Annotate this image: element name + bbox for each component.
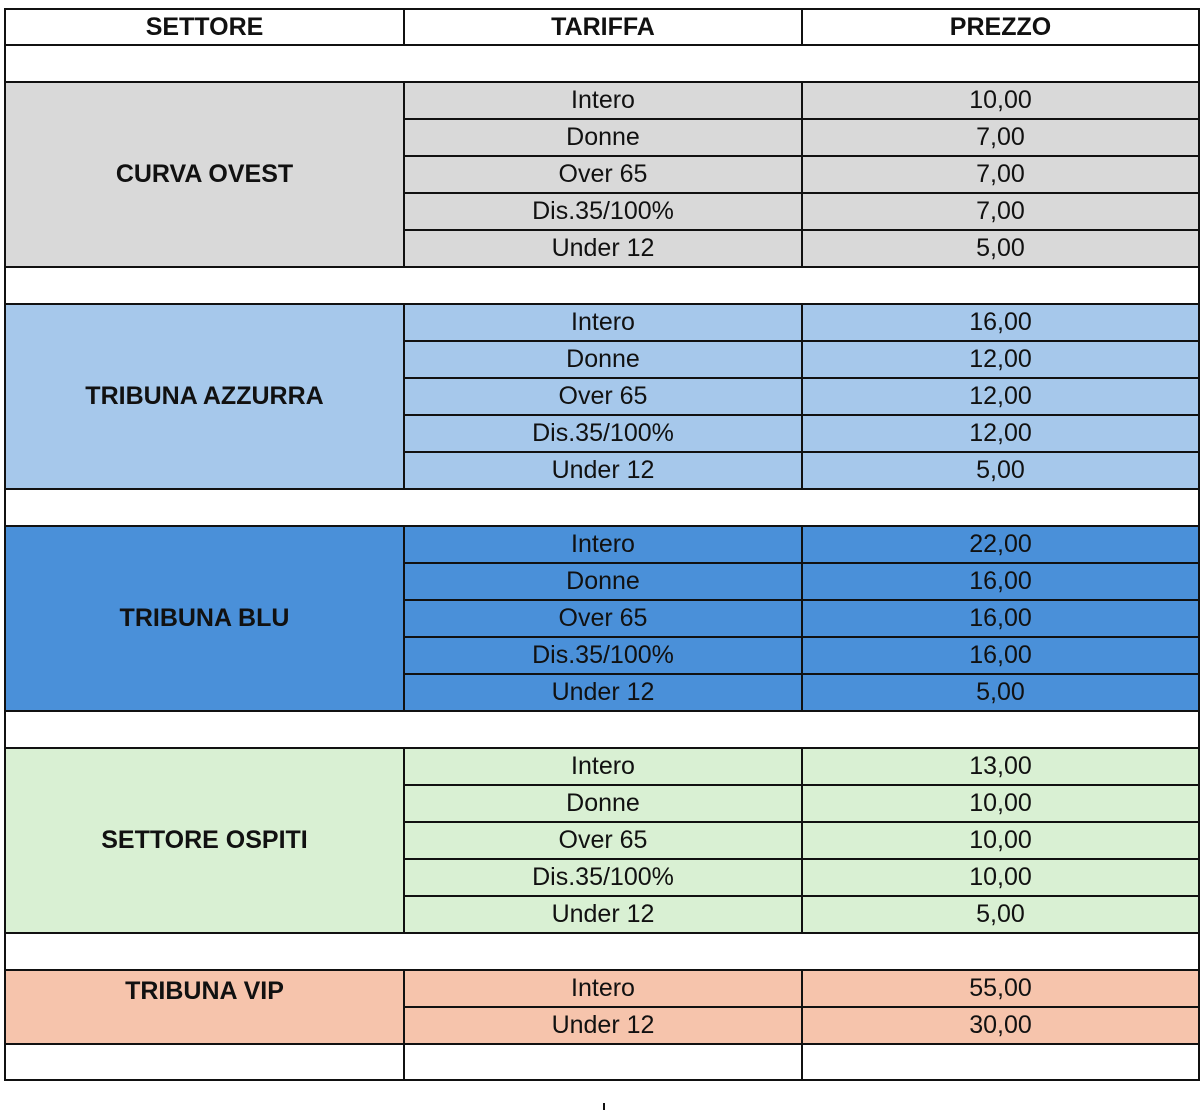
rate-cell: Intero — [404, 970, 802, 1007]
price-cell: 10,00 — [802, 822, 1199, 859]
price-cell: 5,00 — [802, 452, 1199, 489]
price-cell: 7,00 — [802, 193, 1199, 230]
price-cell: 7,00 — [802, 156, 1199, 193]
sector-name: SETTORE OSPITI — [5, 748, 404, 933]
price-cell: 7,00 — [802, 119, 1199, 156]
price-cell: 16,00 — [802, 600, 1199, 637]
spacer-cell — [5, 489, 1199, 526]
spacer-row — [5, 267, 1199, 304]
spacer-row — [5, 933, 1199, 970]
price-cell: 22,00 — [802, 526, 1199, 563]
price-cell: 10,00 — [802, 82, 1199, 119]
rate-cell: Donne — [404, 785, 802, 822]
header-row — [5, 9, 1199, 45]
price-cell: 10,00 — [802, 785, 1199, 822]
page-edge-mark — [603, 1103, 605, 1110]
header-sector: SETTORE — [5, 9, 404, 45]
spacer-row — [5, 711, 1199, 748]
price-cell: 5,00 — [802, 230, 1199, 267]
rate-cell: Over 65 — [404, 600, 802, 637]
rate-cell: Dis.35/100% — [404, 415, 802, 452]
rate-cell: Donne — [404, 119, 802, 156]
ticket-price-table — [4, 8, 1200, 1081]
rate-cell: Under 12 — [404, 452, 802, 489]
spacer-cell — [5, 933, 1199, 970]
sector-name: TRIBUNA AZZURRA — [5, 304, 404, 489]
rate-cell: Donne — [404, 563, 802, 600]
empty-cell — [5, 1044, 404, 1080]
rate-cell: Donne — [404, 341, 802, 378]
spacer-row — [5, 45, 1199, 82]
spacer-cell — [5, 45, 1199, 82]
table-row — [5, 304, 1199, 341]
rate-cell: Intero — [404, 526, 802, 563]
rate-cell: Dis.35/100% — [404, 637, 802, 674]
header-rate: TARIFFA — [404, 9, 802, 45]
empty-cell — [404, 1044, 802, 1080]
price-cell: 30,00 — [802, 1007, 1199, 1044]
price-cell: 12,00 — [802, 415, 1199, 452]
rate-cell: Over 65 — [404, 378, 802, 415]
spacer-cell — [5, 267, 1199, 304]
rate-cell: Over 65 — [404, 156, 802, 193]
empty-footer-row — [5, 1044, 1199, 1080]
sector-name: CURVA OVEST — [5, 82, 404, 267]
price-cell: 10,00 — [802, 859, 1199, 896]
rate-cell: Dis.35/100% — [404, 193, 802, 230]
table-row — [5, 526, 1199, 563]
table-row — [5, 970, 1199, 1007]
price-cell: 5,00 — [802, 674, 1199, 711]
rate-cell: Under 12 — [404, 674, 802, 711]
spacer-cell — [5, 711, 1199, 748]
rate-cell: Under 12 — [404, 230, 802, 267]
header-price: PREZZO — [802, 9, 1199, 45]
rate-cell: Over 65 — [404, 822, 802, 859]
rate-cell: Intero — [404, 82, 802, 119]
empty-cell — [802, 1044, 1199, 1080]
price-cell: 5,00 — [802, 896, 1199, 933]
price-cell: 16,00 — [802, 563, 1199, 600]
rate-cell: Dis.35/100% — [404, 859, 802, 896]
table-row — [5, 82, 1199, 119]
price-cell: 12,00 — [802, 341, 1199, 378]
price-cell: 13,00 — [802, 748, 1199, 785]
table-body — [5, 45, 1199, 1080]
price-cell: 16,00 — [802, 637, 1199, 674]
price-cell: 55,00 — [802, 970, 1199, 1007]
rate-cell: Under 12 — [404, 1007, 802, 1044]
rate-cell: Intero — [404, 748, 802, 785]
sector-name: TRIBUNA VIP — [5, 970, 404, 1044]
rate-cell: Under 12 — [404, 896, 802, 933]
sector-name: TRIBUNA BLU — [5, 526, 404, 711]
rate-cell: Intero — [404, 304, 802, 341]
spacer-row — [5, 489, 1199, 526]
price-cell: 12,00 — [802, 378, 1199, 415]
table-row — [5, 748, 1199, 785]
price-cell: 16,00 — [802, 304, 1199, 341]
